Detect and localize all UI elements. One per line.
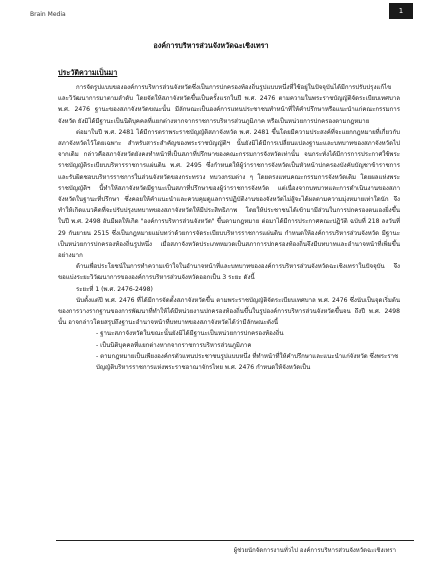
paragraph: การจัดรูปแบบขององค์การบริหารส่วนจังหวัดซึ่งเป็นการปกครองท้องถิ่นรูปแบบหนึ่งที่ใช้อยู่ในปัจจุบันได้มีการปรับปรุงแก้ไขและวิวัฒนาการมาตามลำดับ โดยจัดให้สภาจังหวัดขึ้นเป็นครั้งแรกในปี พ.ศ. 2476 ตามความในพระราชบัญญัติจัดระเบียบเทศบาล พ.ศ. 2476 ฐานะของสภาจังหวัดขณะนั้น มีลักษณะเป็นองค์การแทนประชาชนทำหน้าที่ให้คำปรึกษาหรือแนะนำแก่คณะกรรมการจังหวัด ยังมิได้มีฐานะเป็นนิติบุคคลที่แยกต่างหากจากราชการบริหารส่วนภูมิภาค หรือเป็นหน่วยการปกครองตามกฎหมาย	[58, 84, 400, 125]
list-item: - ฐานะสภาจังหวัดในขณะนั้นยังมิได้มีฐานะเป็นหน่วยการปกครองท้องถิ่น	[96, 330, 284, 338]
paragraph: ด้านเพื่อประโยชน์ในการทำความเข้าใจในอำนาจหน้าที่และบทบาทขององค์การบริหารส่วนจังหวัดฉะเชิงเทราในปัจจุบัน จึงขอแบ่งระยะวิวัฒนาการขององค์การบริหารส่วนจังหวัดออกเป็น 3 ระยะ ดังนี้	[58, 263, 400, 282]
paragraph: ต่อมาในปี พ.ศ. 2481 ได้มีการตราพระราชบัญญัติสภาจังหวัด พ.ศ. 2481 ขึ้นโดยมีความประสงค์ที่จะแยกกฎหมายที่เกี่ยวกับสภาจังหวัดไว้โดยเฉพาะ สำหรับสาระสำคัญของพระราชบัญญัติฯ นั้นยังมิได้มีการเปลี่ยนแปลงฐานะและบทบาทของสภาจังหวัดไปจากเดิม กล่าวคือสภาจังหวัดยังคงทำหน้าที่เป็นสภาที่ปรึกษาของคณะกรรมการจังหวัดเท่านั้น จนกระทั่งได้มีการการประกาศใช้พระราชบัญญัติระเบียบบริหารราชการแผ่นดิน พ.ศ. 2495 ซึ่งกำหนดให้ผู้ว่าราชการจังหวัดเป็นหัวหน้าปกครองบังคับบัญชาข้าราชการและรับผิดชอบบริหารราชการในส่วนจังหวัดของกระทรวง ทบวงกรมต่าง ๆ โดยตรงแทนคณะกรรมการจังหวัดเดิม โดยผลแห่งพระราชบัญญัติฯ นี้ทำให้สภาจังหวัดมีฐานะเป็นสภาที่ปรึกษาของผู้ว่าราชการจังหวัด แต่เนื่องจากบทบาทและการดำเนินงานของสภาจังหวัดในฐานะที่ปรึกษา ซึ่งคอยให้คำแนะนำและควบคุมดูแลการปฏิบัติงานของจังหวัดไม่สู้จะได้ผลตามความมุ่งหมายเท่าใดนัก จึงทำให้เกิดแนวคิดที่จะปรับปรุงบทบาทของสภาจังหวัดให้มีประสิทธิภาพ โดยให้ประชาชนได้เข้ามามีส่วนในการปกครองตนเองยิ่งขึ้น ในปี พ.ศ. 2498 อันมีผลให้เกิด "องค์การบริหารส่วนจังหวัด" ขึ้นตามกฎหมาย ต่อมาได้มีการประกาศคณะปฏิวัติ ฉบับที่ 218 ลงวันที่ 29 กันยายน 2515 ซึ่งเป็นกฎหมายแม่บทว่าด้วยการจัดระเบียบบริหารราชการแผ่นดิน กำหนดให้องค์การบริหารส่วนจังหวัด มีฐานะเป็นหน่วยการปกครองท้องถิ่นรูปหนึ่ง เมื่อสภาจังหวัดประเภทหมวดเป็นสภาการปกครองท้องถิ่นจึงมีบทบาทและอำนาจหน้าที่เพิ่มขึ้นอย่างมาก	[58, 128, 400, 260]
list-item: - ตามกฎหมายเป็นเพียงองค์กรตัวแทนประชาชนรูปแบบหนึ่ง ที่ทำหน้าที่ให้คำปรึกษาและแนะนำแก่จังหวัด ซึ่งพระราชบัญญัติบริหารราชการแห่งพระราชอาณาจักรไทย พ.ศ. 2476 กำหนดให้จังหวัดเป็น	[96, 352, 399, 372]
document-body	[58, 82, 400, 373]
brand-label: Brain Media	[30, 11, 66, 18]
list-item: - เป็นนิติบุคคลที่แยกต่างหากจากราชการบริหารส่วนภูมิภาค	[96, 341, 252, 349]
page-header	[0, 0, 422, 24]
paragraph: นับตั้งแต่ปี พ.ศ. 2476 ที่ได้มีการจัดตั้งสภาจังหวัดขึ้น ตามพระราชบัญญัติจัดระเบียบเทศบาล พ.ศ. 2476 ซึ่งนับเป็นจุดเริ่มต้นของการวางรากฐานของการพัฒนาที่ทำให้ได้มีหน่วยงานปกครองท้องถิ่นขึ้นในรูปองค์การบริหารส่วนจังหวัดขึ้นจน ถึงปี พ.ศ. 2498 นั้น อาจกล่าวโดยสรุปถึงฐานะอำนาจหน้าที่บทบาทของสภาจังหวัดได้ว่ามีลักษณะดังนี้	[58, 296, 400, 327]
section-heading: ประวัติความเป็นมา	[58, 68, 118, 77]
document-title: องค์การบริหารส่วนจังหวัดฉะเชิงเทรา	[153, 41, 269, 50]
page-number-badge: 1	[389, 3, 413, 19]
page-footer: ผู้ช่วยนักจัดการงานทั่วไป องค์การบริหารส่วนจังหวัดฉะเชิงเทรา	[233, 547, 396, 554]
period-heading: ระยะที่ 1 (พ.ศ. 2476-2498)	[76, 285, 153, 293]
footer-divider	[56, 540, 414, 541]
